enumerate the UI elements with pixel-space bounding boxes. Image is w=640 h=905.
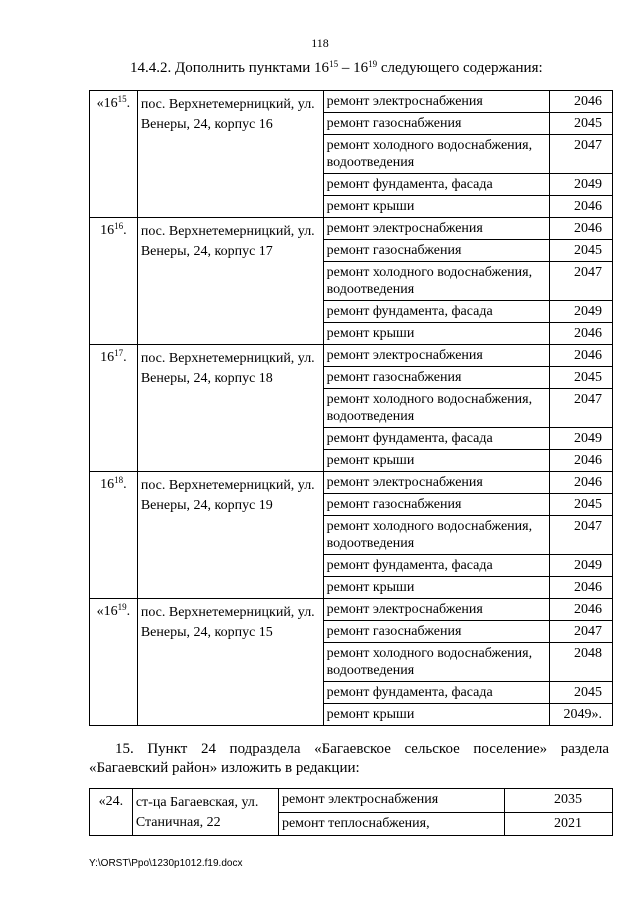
work-cell: ремонт электроснабжения	[323, 218, 550, 240]
year-cell: 2046	[550, 196, 613, 218]
year-cell: 2045	[550, 240, 613, 262]
year-cell: 2046	[550, 472, 613, 494]
year-cell: 2045	[550, 682, 613, 704]
table-row	[90, 472, 613, 494]
year-cell: 2048	[550, 643, 613, 682]
year-cell: 2046	[550, 218, 613, 240]
year-cell: 2045	[550, 113, 613, 135]
heading-dash: – 16	[338, 60, 369, 76]
work-cell: ремонт холодного водоснабжения, водоотведения	[323, 389, 550, 428]
work-cell: ремонт теплоснабжения,	[278, 812, 504, 836]
item-number	[90, 218, 138, 345]
item-number	[90, 472, 138, 599]
work-cell: ремонт холодного водоснабжения, водоотведения	[323, 262, 550, 301]
item-number-sup: 15	[117, 94, 127, 104]
address-cell: пос. Верхнетемерницкий, ул. Венеры, 24, корпус 19	[137, 472, 323, 599]
item-number-sup: 19	[117, 602, 127, 612]
work-cell: ремонт газоснабжения	[323, 621, 550, 643]
work-cell: ремонт холодного водоснабжения, водоотведения	[323, 135, 550, 174]
heading-suffix: следующего содержания:	[377, 60, 543, 76]
table-row	[90, 599, 613, 621]
table-row	[90, 218, 613, 240]
page-number: 118	[311, 36, 329, 50]
section-heading	[130, 60, 543, 77]
item-number-sup: 18	[114, 475, 124, 485]
year-cell: 2046	[550, 323, 613, 345]
item-number-suffix: .	[123, 350, 127, 365]
item-number-prefix: 16	[100, 350, 115, 365]
year-cell: 2047	[550, 516, 613, 555]
year-cell: 2046	[550, 91, 613, 113]
paragraph-line-2: «Багаевский район» изложить в редакции:	[89, 760, 360, 776]
year-cell: 2045	[550, 367, 613, 389]
year-cell: 2047	[550, 389, 613, 428]
work-cell: ремонт фундамента, фасада	[323, 428, 550, 450]
heading-sup-to: 19	[368, 59, 378, 69]
work-cell: ремонт фундамента, фасада	[323, 682, 550, 704]
address-cell: пос. Верхнетемерницкий, ул. Венеры, 24, корпус 17	[137, 218, 323, 345]
work-cell: ремонт газоснабжения	[323, 240, 550, 262]
item-number	[90, 599, 138, 726]
year-cell: 2021	[504, 812, 612, 836]
table-row	[90, 789, 613, 813]
work-cell: ремонт газоснабжения	[323, 113, 550, 135]
year-cell: 2046	[550, 577, 613, 599]
item-number	[90, 345, 138, 472]
item-number: «24.	[90, 789, 133, 836]
work-cell: ремонт крыши	[323, 704, 550, 726]
work-cell: ремонт электроснабжения	[323, 472, 550, 494]
amendment-paragraph	[89, 740, 609, 778]
heading-prefix: 14.4.2. Дополнить пунктами 16	[130, 60, 330, 76]
address-cell: пос. Верхнетемерницкий, ул. Венеры, 24, корпус 15	[137, 599, 323, 726]
work-cell: ремонт газоснабжения	[323, 494, 550, 516]
year-cell: 2046	[550, 450, 613, 472]
item-number-suffix: .	[126, 96, 131, 111]
year-cell: 2047	[550, 621, 613, 643]
work-cell: ремонт газоснабжения	[323, 367, 550, 389]
year-cell: 2049	[550, 174, 613, 196]
year-cell: 2046	[550, 345, 613, 367]
work-cell: ремонт крыши	[323, 577, 550, 599]
repair-schedule-table	[89, 90, 613, 726]
work-cell: ремонт электроснабжения	[278, 789, 504, 813]
work-cell: ремонт холодного водоснабжения, водоотведения	[323, 516, 550, 555]
work-cell: ремонт крыши	[323, 323, 550, 345]
file-path-footer: Y:\ORST\Ppo\1230p1012.f19.docx	[89, 858, 243, 869]
year-cell: 2049	[550, 301, 613, 323]
work-cell: ремонт фундамента, фасада	[323, 301, 550, 323]
work-cell: ремонт фундамента, фасада	[323, 555, 550, 577]
work-cell: ремонт крыши	[323, 450, 550, 472]
item-number-sup: 17	[114, 348, 124, 358]
year-cell: 2045	[550, 494, 613, 516]
year-cell: 2035	[504, 789, 612, 813]
year-cell: 2049».	[550, 704, 613, 726]
table-row	[90, 345, 613, 367]
item-number-prefix: 16	[100, 223, 115, 238]
item-number-prefix: «16	[96, 604, 118, 619]
work-cell: ремонт электроснабжения	[323, 345, 550, 367]
item-number-prefix: «16	[96, 96, 118, 111]
heading-sup-from: 15	[329, 59, 339, 69]
work-cell: ремонт электроснабжения	[323, 599, 550, 621]
paragraph-line-1: 15. Пункт 24 подраздела «Багаевское сельское поселение» раздела	[115, 741, 609, 757]
table-row	[90, 91, 613, 113]
item-number-suffix: .	[123, 477, 127, 492]
address-cell: пос. Верхнетемерницкий, ул. Венеры, 24, корпус 16	[137, 91, 323, 218]
item-number-suffix: .	[123, 223, 127, 238]
work-cell: ремонт крыши	[323, 196, 550, 218]
year-cell: 2049	[550, 428, 613, 450]
address-cell: ст-ца Багаевская, ул. Станичная, 22	[132, 789, 278, 836]
bagaevsky-table	[89, 788, 613, 836]
item-number	[90, 91, 138, 218]
year-cell: 2046	[550, 599, 613, 621]
item-number-suffix: .	[126, 604, 131, 619]
year-cell: 2047	[550, 262, 613, 301]
year-cell: 2047	[550, 135, 613, 174]
item-number-sup: 16	[114, 221, 124, 231]
year-cell: 2049	[550, 555, 613, 577]
work-cell: ремонт холодного водоснабжения, водоотведения	[323, 643, 550, 682]
repair-schedule-body	[90, 91, 613, 726]
address-cell: пос. Верхнетемерницкий, ул. Венеры, 24, корпус 18	[137, 345, 323, 472]
work-cell: ремонт фундамента, фасада	[323, 174, 550, 196]
work-cell: ремонт электроснабжения	[323, 91, 550, 113]
item-number-prefix: 16	[100, 477, 115, 492]
